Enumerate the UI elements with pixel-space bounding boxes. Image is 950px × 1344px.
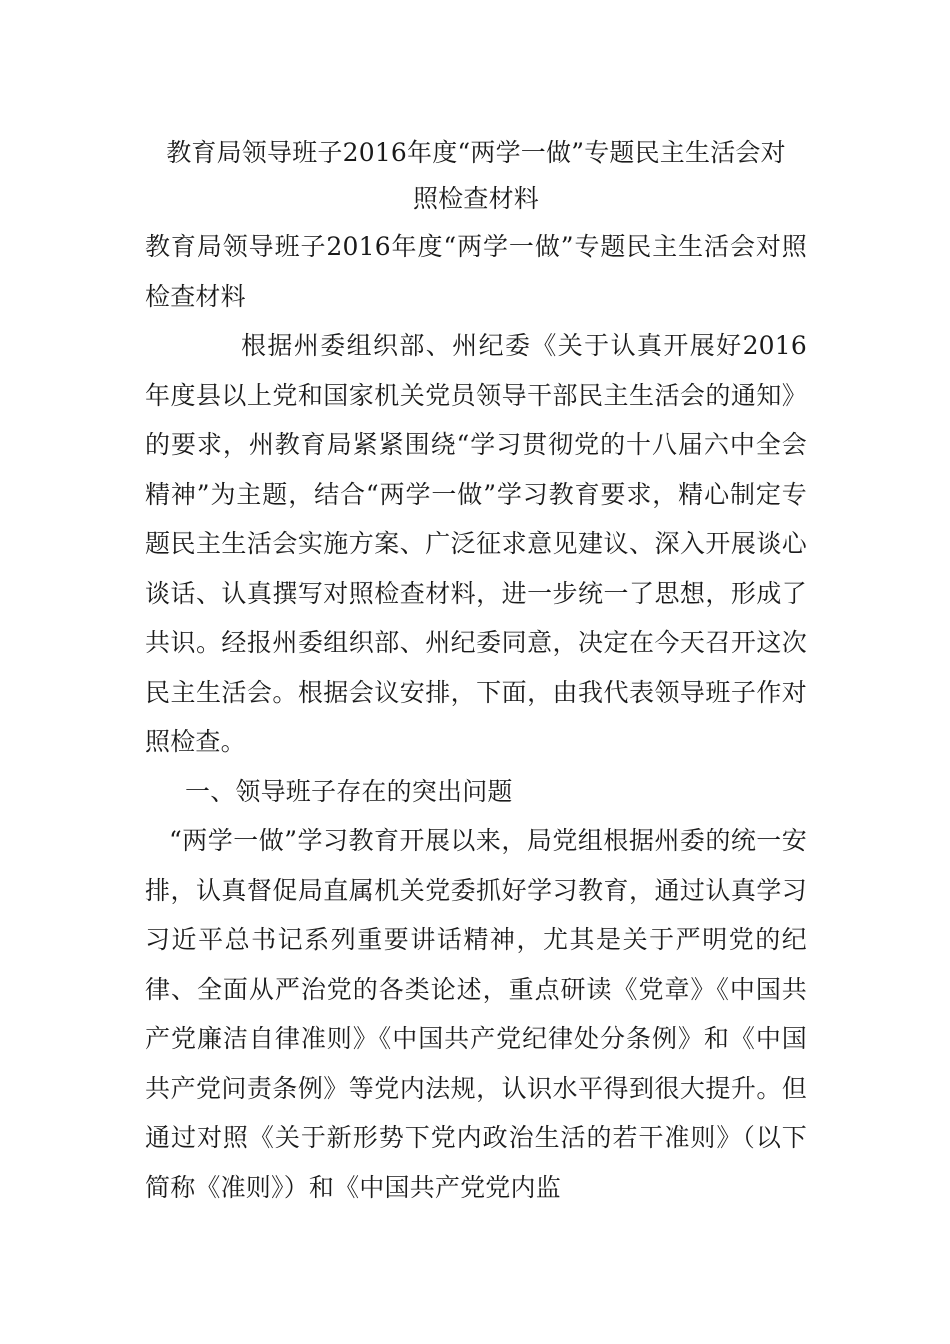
document-title — [145, 130, 807, 222]
section-paragraph: “两学一做”学习教育开展以来，局党组根据州委的统一安排，认真督促局直属机关党委抓好学习教育，通过认真学习习近平总书记系列重要讲话精神，尤其是关于严明党的纪律、全面从严治党的各类论述，重点研读《党章》《中国共产党廉洁自律准则》《中国共产党纪律处分条例》和《中国共产党问责条例》等党内法规，认识水平得到很大提升。但通过对照《关于新形势下党内政治生活的若干准则》（以下简称《准则》）和《中国共产党党内监 — [145, 826, 807, 1202]
document-title-line-1: 教育局领导班子2016年度“两学一做”专题民主生活会对 — [166, 138, 786, 167]
intro-paragraph: 根据州委组织部、州纪委《关于认真开展好2016年度县以上党和国家机关党员领导干部民主生活会的通知》的要求，州教育局紧紧围绕“学习贯彻党的十八届六中全会精神”为主题，结合“两学一做”学习教育要求，精心制定专题民主生活会实施方案、广泛征求意见建议、深入开展谈心谈话、认真撰写对照检查材料，进一步统一了思想，形成了共识。经报州委组织部、州纪委同意，决定在今天召开这次民主生活会。根据会议安排，下面，由我代表领导班子作对照检查。 — [145, 331, 807, 756]
document-body — [145, 130, 807, 1212]
document-subtitle: 教育局领导班子2016年度“两学一做”专题民主生活会对照检查材料 — [145, 232, 807, 311]
document-title-line-2: 照检查材料 — [412, 184, 539, 213]
section-heading: 一、领导班子存在的突出问题 — [185, 776, 513, 806]
